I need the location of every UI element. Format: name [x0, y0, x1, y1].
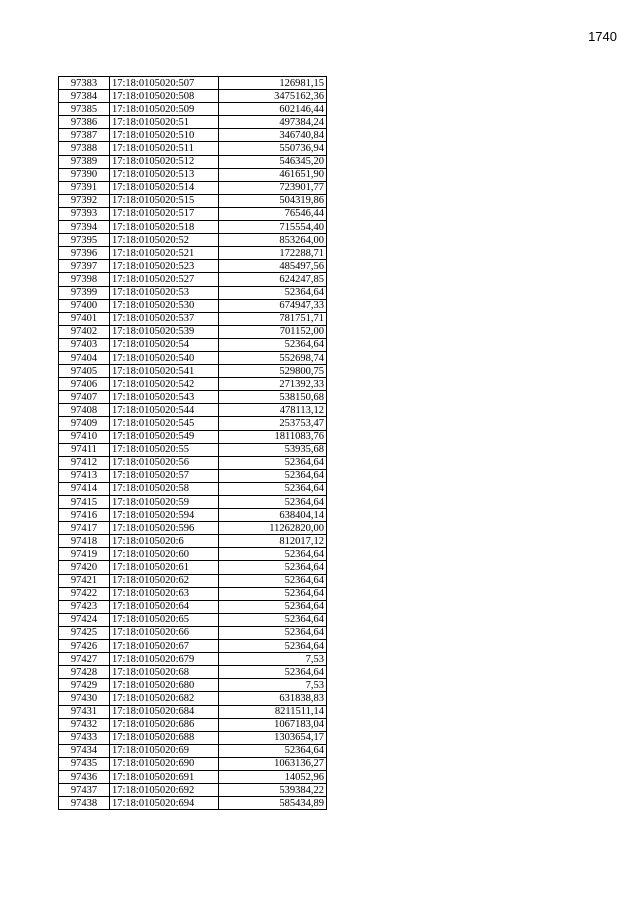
table-row: [59, 548, 327, 561]
cadastral-number-cell: 17:18:0105020:511: [110, 142, 219, 155]
cadastral-number-cell: 17:18:0105020:549: [110, 430, 219, 443]
cadastral-number-cell: 17:18:0105020:518: [110, 221, 219, 234]
table-row: [59, 378, 327, 391]
table-row: [59, 299, 327, 312]
cadastral-value-cell: 52364,64: [219, 338, 327, 351]
row-number-cell: 97436: [59, 770, 110, 783]
table-row: [59, 744, 327, 757]
table-row: [59, 600, 327, 613]
table-row: [59, 679, 327, 692]
table-row: [59, 587, 327, 600]
cadastral-value-cell: 11262820,00: [219, 522, 327, 535]
row-number-cell: 97435: [59, 757, 110, 770]
table-row: [59, 797, 327, 810]
cadastral-number-cell: 17:18:0105020:523: [110, 260, 219, 273]
row-number-cell: 97392: [59, 194, 110, 207]
table-row: [59, 207, 327, 220]
cadastral-value-cell: 76546,44: [219, 207, 327, 220]
table-row: [59, 77, 327, 90]
cadastral-value-cell: 546345,20: [219, 155, 327, 168]
row-number-cell: 97393: [59, 207, 110, 220]
cadastral-value-cell: 172288,71: [219, 247, 327, 260]
row-number-cell: 97400: [59, 299, 110, 312]
cadastral-value-cell: 585434,89: [219, 797, 327, 810]
row-number-cell: 97386: [59, 116, 110, 129]
row-number-cell: 97405: [59, 365, 110, 378]
cadastral-value-cell: 550736,94: [219, 142, 327, 155]
cadastral-number-cell: 17:18:0105020:58: [110, 482, 219, 495]
cadastral-value-cell: 346740,84: [219, 129, 327, 142]
row-number-cell: 97401: [59, 312, 110, 325]
row-number-cell: 97419: [59, 548, 110, 561]
row-number-cell: 97387: [59, 129, 110, 142]
cadastral-number-cell: 17:18:0105020:54: [110, 338, 219, 351]
table-row: [59, 496, 327, 509]
cadastral-value-cell: 715554,40: [219, 221, 327, 234]
table-row: [59, 103, 327, 116]
table-row: [59, 273, 327, 286]
table-row: [59, 666, 327, 679]
row-number-cell: 97395: [59, 234, 110, 247]
cadastral-number-cell: 17:18:0105020:594: [110, 509, 219, 522]
cadastral-value-cell: 52364,64: [219, 456, 327, 469]
row-number-cell: 97417: [59, 522, 110, 535]
table-row: [59, 391, 327, 404]
row-number-cell: 97409: [59, 417, 110, 430]
cadastral-value-cell: 52364,64: [219, 469, 327, 482]
cadastral-value-cell: 52364,64: [219, 574, 327, 587]
row-number-cell: 97407: [59, 391, 110, 404]
row-number-cell: 97389: [59, 155, 110, 168]
table-row: [59, 90, 327, 103]
cadastral-number-cell: 17:18:0105020:69: [110, 744, 219, 757]
row-number-cell: 97399: [59, 286, 110, 299]
row-number-cell: 97404: [59, 351, 110, 364]
cadastral-value-cell: 271392,33: [219, 378, 327, 391]
cadastral-number-cell: 17:18:0105020:55: [110, 443, 219, 456]
cadastral-value-cell: 812017,12: [219, 535, 327, 548]
cadastral-value-cell: 14052,96: [219, 770, 327, 783]
page-number: 1740: [588, 29, 617, 44]
cadastral-value-cell: 723901,77: [219, 181, 327, 194]
row-number-cell: 97420: [59, 561, 110, 574]
table-row: [59, 757, 327, 770]
row-number-cell: 97434: [59, 744, 110, 757]
row-number-cell: 97391: [59, 181, 110, 194]
cadastral-value-cell: 8211511,14: [219, 705, 327, 718]
cadastral-number-cell: 17:18:0105020:542: [110, 378, 219, 391]
table-row: [59, 312, 327, 325]
cadastral-value-cell: 1067183,04: [219, 718, 327, 731]
cadastral-number-cell: 17:18:0105020:51: [110, 116, 219, 129]
cadastral-number-cell: 17:18:0105020:66: [110, 626, 219, 639]
cadastral-value-cell: 3475162,36: [219, 90, 327, 103]
table-row: [59, 221, 327, 234]
cadastral-value-cell: 52364,64: [219, 640, 327, 653]
cadastral-value-cell: 52364,64: [219, 744, 327, 757]
cadastral-number-cell: 17:18:0105020:57: [110, 469, 219, 482]
row-number-cell: 97415: [59, 496, 110, 509]
cadastral-number-cell: 17:18:0105020:60: [110, 548, 219, 561]
cadastral-number-cell: 17:18:0105020:539: [110, 325, 219, 338]
table-row: [59, 443, 327, 456]
row-number-cell: 97406: [59, 378, 110, 391]
cadastral-value-cell: 674947,33: [219, 299, 327, 312]
row-number-cell: 97418: [59, 535, 110, 548]
table-row: [59, 417, 327, 430]
table-row: [59, 129, 327, 142]
row-number-cell: 97388: [59, 142, 110, 155]
cadastral-value-cell: 478113,12: [219, 404, 327, 417]
cadastral-number-cell: 17:18:0105020:507: [110, 77, 219, 90]
table-body: [59, 77, 327, 810]
table-row: [59, 770, 327, 783]
row-number-cell: 97423: [59, 600, 110, 613]
cadastral-value-cell: 853264,00: [219, 234, 327, 247]
row-number-cell: 97428: [59, 666, 110, 679]
cadastral-value-cell: 631838,83: [219, 692, 327, 705]
row-number-cell: 97403: [59, 338, 110, 351]
cadastral-value-cell: 529800,75: [219, 365, 327, 378]
cadastral-number-cell: 17:18:0105020:692: [110, 784, 219, 797]
row-number-cell: 97429: [59, 679, 110, 692]
table-row: [59, 325, 327, 338]
table-row: [59, 247, 327, 260]
cadastral-number-cell: 17:18:0105020:53: [110, 286, 219, 299]
cadastral-value-cell: 7,53: [219, 653, 327, 666]
cadastral-number-cell: 17:18:0105020:527: [110, 273, 219, 286]
row-number-cell: 97424: [59, 613, 110, 626]
row-number-cell: 97430: [59, 692, 110, 705]
table-row: [59, 168, 327, 181]
table-row: [59, 718, 327, 731]
table-row: [59, 731, 327, 744]
cadastral-value-cell: 52364,64: [219, 613, 327, 626]
cadastral-number-cell: 17:18:0105020:682: [110, 692, 219, 705]
table-row: [59, 338, 327, 351]
cadastral-number-cell: 17:18:0105020:65: [110, 613, 219, 626]
cadastral-value-cell: 52364,64: [219, 587, 327, 600]
table-row: [59, 155, 327, 168]
cadastral-number-cell: 17:18:0105020:691: [110, 770, 219, 783]
cadastral-value-table: [58, 76, 327, 810]
cadastral-number-cell: 17:18:0105020:543: [110, 391, 219, 404]
cadastral-number-cell: 17:18:0105020:508: [110, 90, 219, 103]
cadastral-number-cell: 17:18:0105020:59: [110, 496, 219, 509]
table-row: [59, 286, 327, 299]
cadastral-value-cell: 497384,24: [219, 116, 327, 129]
cadastral-number-cell: 17:18:0105020:694: [110, 797, 219, 810]
row-number-cell: 97427: [59, 653, 110, 666]
row-number-cell: 97412: [59, 456, 110, 469]
row-number-cell: 97411: [59, 443, 110, 456]
cadastral-value-cell: 1811083,76: [219, 430, 327, 443]
cadastral-value-cell: 52364,64: [219, 496, 327, 509]
cadastral-number-cell: 17:18:0105020:6: [110, 535, 219, 548]
row-number-cell: 97425: [59, 626, 110, 639]
row-number-cell: 97410: [59, 430, 110, 443]
cadastral-number-cell: 17:18:0105020:544: [110, 404, 219, 417]
cadastral-value-cell: 52364,64: [219, 666, 327, 679]
row-number-cell: 97402: [59, 325, 110, 338]
table-row: [59, 260, 327, 273]
row-number-cell: 97431: [59, 705, 110, 718]
cadastral-value-cell: 52364,64: [219, 286, 327, 299]
table-row: [59, 574, 327, 587]
cadastral-value-cell: 53935,68: [219, 443, 327, 456]
row-number-cell: 97426: [59, 640, 110, 653]
table-row: [59, 509, 327, 522]
cadastral-number-cell: 17:18:0105020:517: [110, 207, 219, 220]
cadastral-value-cell: 52364,64: [219, 482, 327, 495]
row-number-cell: 97422: [59, 587, 110, 600]
cadastral-value-cell: 539384,22: [219, 784, 327, 797]
cadastral-value-cell: 52364,64: [219, 600, 327, 613]
table-row: [59, 430, 327, 443]
cadastral-value-cell: 538150,68: [219, 391, 327, 404]
row-number-cell: 97396: [59, 247, 110, 260]
table-row: [59, 142, 327, 155]
row-number-cell: 97413: [59, 469, 110, 482]
cadastral-number-cell: 17:18:0105020:68: [110, 666, 219, 679]
table-row: [59, 351, 327, 364]
row-number-cell: 97438: [59, 797, 110, 810]
row-number-cell: 97397: [59, 260, 110, 273]
table-row: [59, 613, 327, 626]
cadastral-value-cell: 638404,14: [219, 509, 327, 522]
cadastral-number-cell: 17:18:0105020:510: [110, 129, 219, 142]
cadastral-number-cell: 17:18:0105020:64: [110, 600, 219, 613]
cadastral-value-cell: 781751,71: [219, 312, 327, 325]
cadastral-value-cell: 7,53: [219, 679, 327, 692]
table-row: [59, 456, 327, 469]
cadastral-number-cell: 17:18:0105020:63: [110, 587, 219, 600]
table-row: [59, 234, 327, 247]
cadastral-number-cell: 17:18:0105020:530: [110, 299, 219, 312]
cadastral-value-cell: 624247,85: [219, 273, 327, 286]
table-row: [59, 784, 327, 797]
row-number-cell: 97433: [59, 731, 110, 744]
cadastral-value-cell: 461651,90: [219, 168, 327, 181]
row-number-cell: 97394: [59, 221, 110, 234]
table-row: [59, 404, 327, 417]
row-number-cell: 97383: [59, 77, 110, 90]
cadastral-number-cell: 17:18:0105020:679: [110, 653, 219, 666]
cadastral-number-cell: 17:18:0105020:521: [110, 247, 219, 260]
row-number-cell: 97421: [59, 574, 110, 587]
cadastral-number-cell: 17:18:0105020:62: [110, 574, 219, 587]
table-row: [59, 116, 327, 129]
table-row: [59, 469, 327, 482]
cadastral-value-cell: 52364,64: [219, 548, 327, 561]
cadastral-number-cell: 17:18:0105020:512: [110, 155, 219, 168]
cadastral-value-cell: 126981,15: [219, 77, 327, 90]
row-number-cell: 97390: [59, 168, 110, 181]
row-number-cell: 97432: [59, 718, 110, 731]
cadastral-number-cell: 17:18:0105020:67: [110, 640, 219, 653]
cadastral-value-cell: 701152,00: [219, 325, 327, 338]
cadastral-number-cell: 17:18:0105020:56: [110, 456, 219, 469]
cadastral-number-cell: 17:18:0105020:688: [110, 731, 219, 744]
cadastral-value-cell: 1063136,27: [219, 757, 327, 770]
cadastral-value-cell: 52364,64: [219, 626, 327, 639]
row-number-cell: 97384: [59, 90, 110, 103]
table-row: [59, 640, 327, 653]
cadastral-number-cell: 17:18:0105020:513: [110, 168, 219, 181]
cadastral-value-cell: 552698,74: [219, 351, 327, 364]
cadastral-number-cell: 17:18:0105020:545: [110, 417, 219, 430]
cadastral-number-cell: 17:18:0105020:680: [110, 679, 219, 692]
cadastral-number-cell: 17:18:0105020:541: [110, 365, 219, 378]
row-number-cell: 97408: [59, 404, 110, 417]
cadastral-number-cell: 17:18:0105020:684: [110, 705, 219, 718]
table-row: [59, 482, 327, 495]
cadastral-number-cell: 17:18:0105020:509: [110, 103, 219, 116]
cadastral-value-cell: 52364,64: [219, 561, 327, 574]
cadastral-number-cell: 17:18:0105020:537: [110, 312, 219, 325]
table-row: [59, 181, 327, 194]
cadastral-value-cell: 1303654,17: [219, 731, 327, 744]
table-row: [59, 194, 327, 207]
table-row: [59, 692, 327, 705]
cadastral-value-cell: 253753,47: [219, 417, 327, 430]
table-row: [59, 626, 327, 639]
row-number-cell: 97416: [59, 509, 110, 522]
table-row: [59, 561, 327, 574]
cadastral-value-cell: 485497,56: [219, 260, 327, 273]
table-row: [59, 535, 327, 548]
table-row: [59, 522, 327, 535]
row-number-cell: 97437: [59, 784, 110, 797]
table-row: [59, 653, 327, 666]
cadastral-number-cell: 17:18:0105020:690: [110, 757, 219, 770]
cadastral-number-cell: 17:18:0105020:686: [110, 718, 219, 731]
cadastral-value-cell: 602146,44: [219, 103, 327, 116]
cadastral-number-cell: 17:18:0105020:540: [110, 351, 219, 364]
row-number-cell: 97398: [59, 273, 110, 286]
table-row: [59, 365, 327, 378]
cadastral-number-cell: 17:18:0105020:514: [110, 181, 219, 194]
cadastral-number-cell: 17:18:0105020:52: [110, 234, 219, 247]
cadastral-value-cell: 504319,86: [219, 194, 327, 207]
cadastral-number-cell: 17:18:0105020:515: [110, 194, 219, 207]
cadastral-number-cell: 17:18:0105020:61: [110, 561, 219, 574]
cadastral-number-cell: 17:18:0105020:596: [110, 522, 219, 535]
row-number-cell: 97385: [59, 103, 110, 116]
table-row: [59, 705, 327, 718]
row-number-cell: 97414: [59, 482, 110, 495]
